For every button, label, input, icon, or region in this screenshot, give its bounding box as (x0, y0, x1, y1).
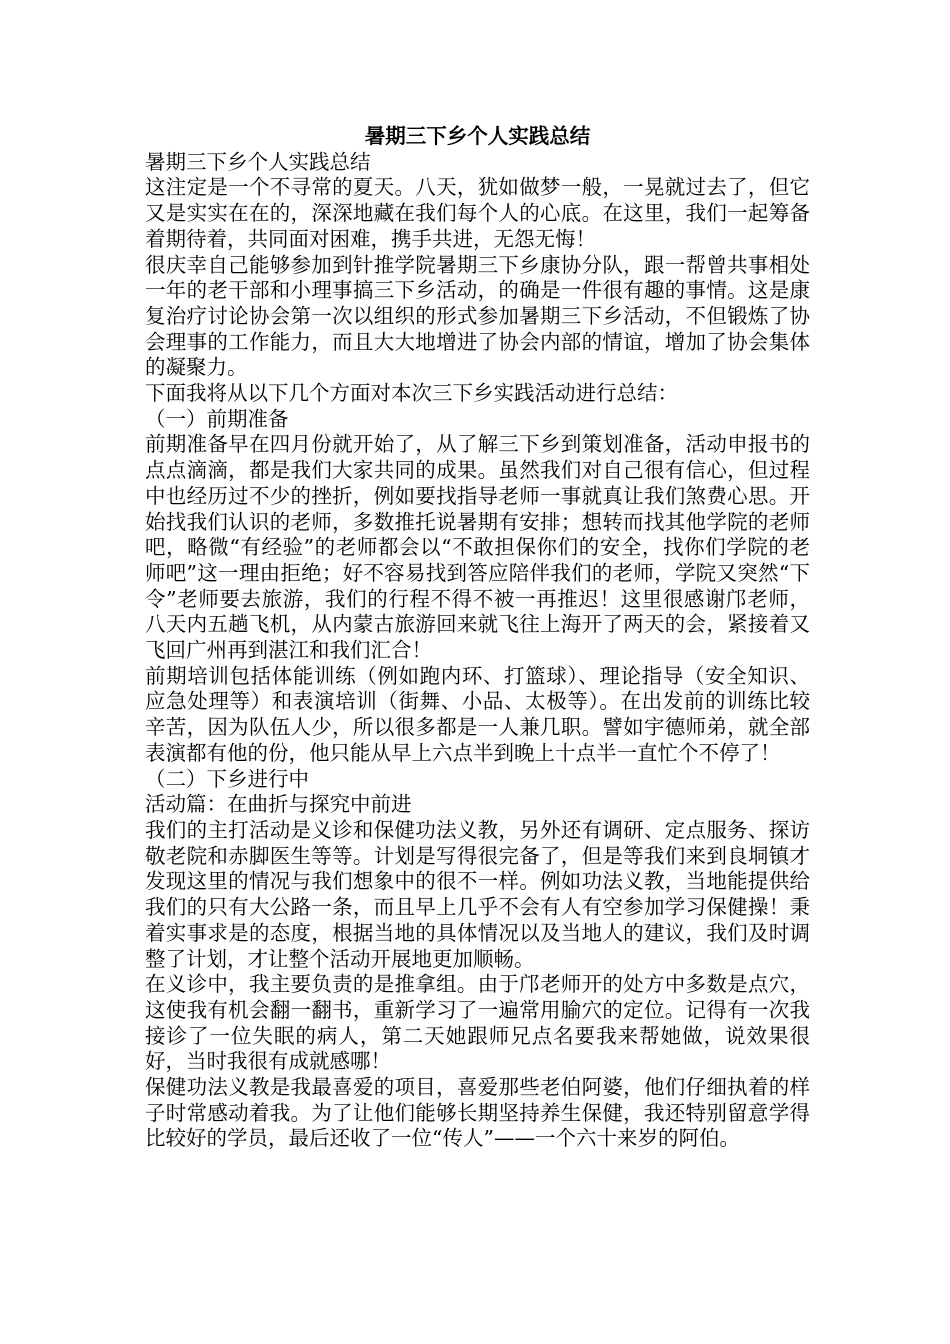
paragraph: 下面我将从以下几个方面对本次三下乡实践活动进行总结： (145, 381, 678, 406)
paragraph: 暑期三下乡个人实践总结 (145, 149, 371, 174)
document-title: 暑期三下乡个人实践总结 (364, 124, 591, 148)
paragraph: 前期准备早在四月份就开始了，从了解三下乡到策划准备，活动申报书的点点滴滴，都是我们大家共同的成果。虽然我们对自己很有信心，但过程中也经历过不少的挫折，例如要找指导老师一事就真让我们煞费心思。开始找我们认识的老师，多数推托说暑期有安排；想转而找其他学院的老师吧，略微“有经验”的老师都会以“不敢担保你们的安全，找你们学院的老师吧”这一理由拒绝；好不容易找到答应陪伴我们的老师，学院又突然“下令”老师要去旅游，我们的行程不得不被一再推迟！这里很感谢邝老师，八天内五趟飞机，从内蒙古旅游回来就飞往上海开了两天的会，紧接着又飞回广州再到湛江和我们汇合！ (145, 432, 810, 663)
paragraph: 我们的主打活动是义诊和保健功法义教，另外还有调研、定点服务、探访敬老院和赤脚医生等等。计划是写得很完备了，但是等我们来到良垌镇才发现这里的情况与我们想象中的很不一样。例如功法义教，当地能提供给我们的只有大公路一条，而且早上几乎不会有人有空参加学习保健操！秉着实事求是的态度，根据当地的具体情况以及当地人的建议，我们及时调整了计划，才让整个活动开展地更加顺畅。 (145, 817, 810, 971)
paragraph: 在义诊中，我主要负责的是推拿组。由于邝老师开的处方中多数是点穴，这使我有机会翻一翻书，重新学习了一遍常用腧穴的定位。记得有一次我接诊了一位失眠的病人，第二天她跟师兄点名要我来帮她做，说效果很好，当时我很有成就感哪！ (145, 972, 810, 1074)
paragraph: 保健功法义教是我最喜爱的项目，喜爱那些老伯阿婆，他们仔细执着的样子时常感动着我。为了让他们能够长期坚持养生保健，我还特别留意学得比较好的学员，最后还收了一位“传人”——一个六十来岁的阿伯。 (145, 1075, 810, 1151)
section-heading: （二）下乡进行中 (145, 766, 309, 791)
section-heading: （一）前期准备 (145, 406, 289, 431)
subsection-heading: 活动篇：在曲折与探究中前进 (145, 792, 412, 817)
paragraph: 这注定是一个不寻常的夏天。八天，犹如做梦一般，一晃就过去了，但它又是实实在在的，深深地藏在我们每个人的心底。在这里，我们一起筹备着期待着，共同面对困难，携手共进，无怨无悔！ (145, 175, 810, 251)
document-body (145, 124, 810, 1152)
paragraph: 前期培训包括体能训练（例如跑内环、打篮球）、理论指导（安全知识、应急处理等）和表演培训（街舞、小品、太极等）。在出发前的训练比较辛苦，因为队伍人少，所以很多都是一人兼几职。譬如宇德师弟，就全部表演都有他的份，他只能从早上六点半到晚上十点半一直忙个不停了！ (145, 663, 810, 765)
paragraph: 很庆幸自己能够参加到针推学院暑期三下乡康协分队，跟一帮曾共事相处一年的老干部和小理事搞三下乡活动，的确是一件很有趣的事情。这是康复治疗讨论协会第一次以组织的形式参加暑期三下乡活动，不但锻炼了协会理事的工作能力，而且大大地增进了协会内部的情谊，增加了协会集体的凝聚力。 (145, 252, 810, 380)
